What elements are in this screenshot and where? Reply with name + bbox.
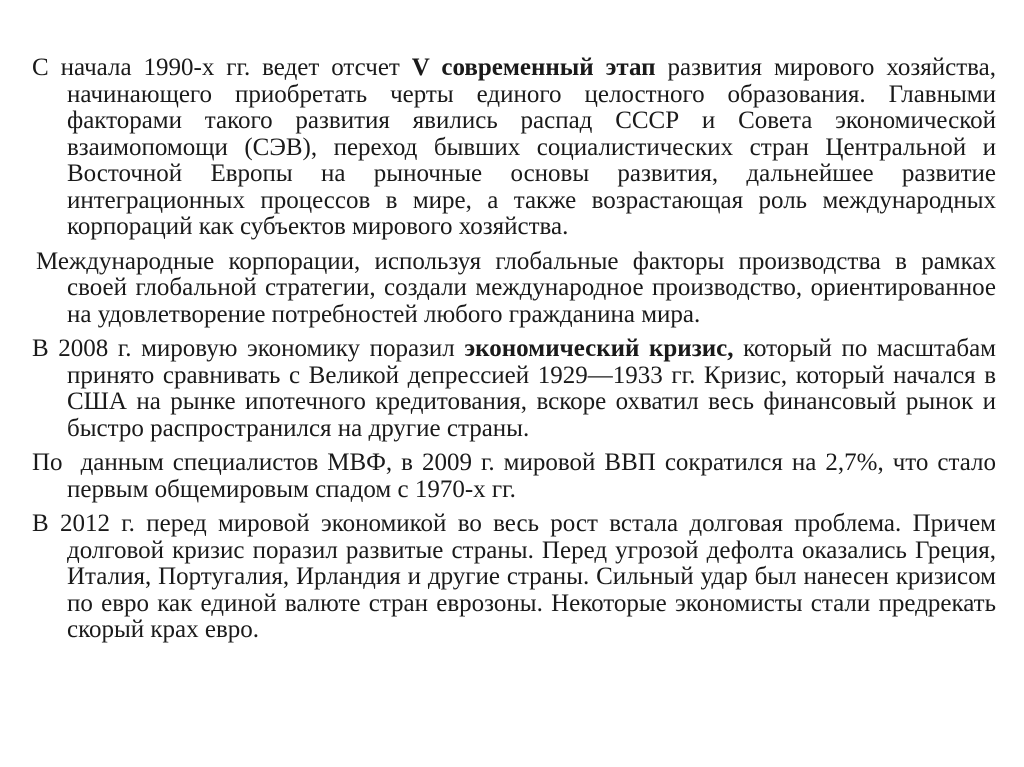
paragraph-text: В 2012 г. перед мировой экономикой во весь рост встала долговая проблема. Причем долговой кризис поразил развитые страны. Перед угрозой дефолта оказались Греция, Италия, Португалия, Ирландия и другие страны. Сильный удар был нанесен кризисом по евро как единой валюте стран еврозоны. Некоторые экономисты стали предрекать скорый крах евро.	[32, 510, 996, 643]
paragraph-economic-crisis-2008	[32, 336, 996, 442]
paragraph-text: развития мирового хозяйства, начинающего приобретать черты единого целостного образования. Главными факторами такого развития явились распад СССР и Совета экономической взаимопомощи (СЭВ), переход бывших социалистических стран Центральной и Восточной Европы на рыночные основы развития, дальнейшее развитие интеграционных процессов в мире, а также возрастающая роль международных корпораций как субъектов мирового хозяйства.	[67, 54, 996, 240]
paragraph-text: который по масштабам принято сравнивать с Великой депрессией 1929—1933 гг. Кризис, который начался в США на рынке ипотечного кредитования, вскоре охватил весь финансовый рынок и быстро распространился на другие страны.	[67, 335, 996, 442]
paragraph-text: Международные корпорации, используя глобальные факторы производства в рамках своей глобальной стратегии, создали международное производство, ориентированное на удовлетворение потребностей любого гражданина мира.	[36, 247, 996, 328]
emphasis-economic-crisis: экономический кризис,	[464, 335, 734, 362]
paragraph-modern-stage	[32, 55, 996, 241]
paragraph-text: В 2008 г. мировую экономику поразил	[32, 335, 465, 362]
paragraph-imf-data-2009	[32, 449, 1003, 503]
paragraph-text: С начала 1990-х гг. ведет отсчет	[32, 54, 412, 81]
paragraph-text: По данным специалистов МВФ, в 2009 г. мировой ВВП сократился на 2,7%, что стало первым общемировым спадом с 1970-х гг.	[32, 449, 1003, 503]
slide-body	[32, 54, 1003, 652]
emphasis-modern-stage: V современный этап	[411, 54, 656, 81]
paragraph-international-corporations	[32, 249, 996, 329]
paragraph-debt-problem-2012	[32, 511, 996, 644]
